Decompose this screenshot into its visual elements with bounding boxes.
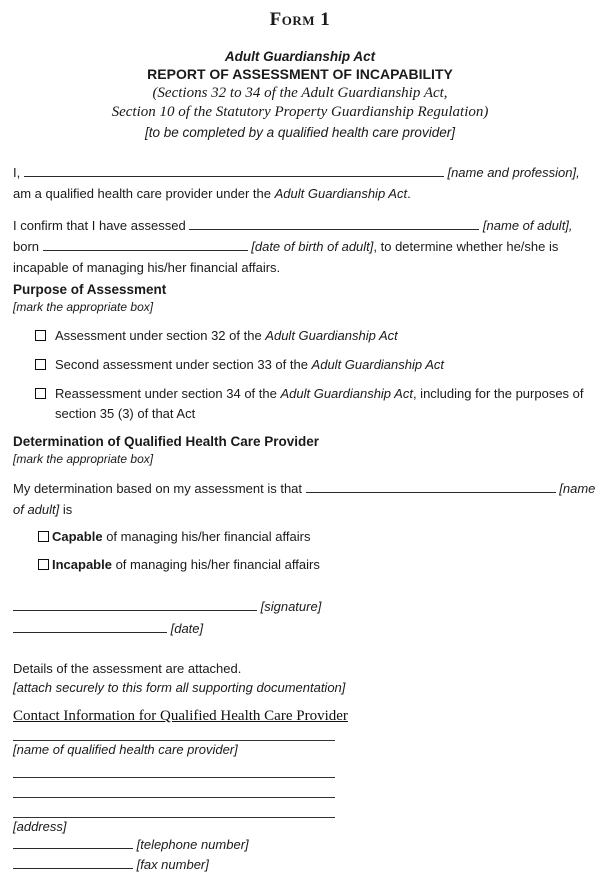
text-segment: [fax number] <box>133 857 209 872</box>
text-segment: [date] <box>167 621 204 636</box>
fill-blank-line[interactable] <box>24 163 444 177</box>
fill-blank-line[interactable] <box>13 855 133 869</box>
text-segment: , including for the purposes of <box>412 386 584 401</box>
purpose-option-label <box>55 355 444 375</box>
text-segment: Assessment under section 32 of the <box>55 328 266 343</box>
text-segment: of managing his/her financial affairs <box>111 557 320 572</box>
determination-option-label <box>52 527 310 547</box>
text-segment: of managing his/her financial affairs <box>102 529 311 544</box>
text-segment: Incapable <box>52 557 112 572</box>
determination-section <box>13 433 596 575</box>
text-segment: Adult Guardianship Act <box>274 186 408 201</box>
purpose-option-label <box>55 384 584 424</box>
determination-option-label <box>52 555 320 575</box>
purpose-heading: Purpose of Assessment <box>13 282 167 297</box>
capable-checkbox[interactable] <box>38 531 49 542</box>
contact-section <box>13 707 587 875</box>
determination-option-incapable <box>38 555 587 575</box>
text-segment: incapable of managing his/her financial affairs. <box>13 260 281 275</box>
telephone-row <box>13 835 587 855</box>
text-segment: am a qualified health care provider under the <box>13 186 275 201</box>
fax-row <box>13 855 587 875</box>
text-segment: is <box>59 502 73 517</box>
completed-by-note: [to be completed by a qualified health care provider] <box>145 125 455 140</box>
text-segment: [signature] <box>257 599 322 614</box>
fill-blank-line[interactable] <box>306 479 556 493</box>
confirmation-paragraph <box>13 215 587 278</box>
determination-option-capable <box>38 527 587 547</box>
text-segment: [telephone number] <box>133 837 249 852</box>
text-segment: . <box>407 186 411 201</box>
text-segment: Capable <box>52 529 103 544</box>
text-segment: [name of adult], <box>479 218 573 233</box>
determination-options <box>13 527 587 575</box>
purpose-options <box>13 326 587 424</box>
details-note-line2: [attach securely to this form all supporting documentation] <box>13 680 346 695</box>
text-segment: I confirm that I have assessed <box>13 218 190 233</box>
purpose-option-section-34 <box>35 384 587 424</box>
determination-hint: [mark the appropriate box] <box>13 452 154 466</box>
text-segment: Adult Guardianship Act <box>280 386 413 401</box>
sections-note-line2: Section 10 of the Statutory Property Guardianship Regulation) <box>111 104 489 120</box>
provider-name-label: [name of qualified health care provider] <box>13 742 238 757</box>
fill-blank-line[interactable] <box>13 619 167 633</box>
address-fill-line-1[interactable] <box>13 777 335 778</box>
text-segment: Reassessment under section 34 of the <box>55 386 281 401</box>
purpose-option-label <box>55 326 398 346</box>
determination-statement <box>13 478 596 520</box>
details-note <box>13 659 587 697</box>
purpose-option-section-33 <box>35 355 587 375</box>
incapable-checkbox[interactable] <box>38 559 49 570</box>
form-header <box>13 48 587 142</box>
text-segment: Adult Guardianship Act <box>311 357 445 372</box>
purpose-checkbox-section-33[interactable] <box>35 359 46 370</box>
address-label: [address] <box>13 819 67 834</box>
fill-blank-line[interactable] <box>13 597 257 611</box>
details-note-line1: Details of the assessment are attached. <box>13 661 242 676</box>
text-segment: , to determine whether he/she is <box>373 239 559 254</box>
text-segment: [name <box>555 481 596 496</box>
text-segment: My determination based on my assessment is that <box>13 481 306 496</box>
text-segment: born <box>13 239 43 254</box>
signature-block <box>13 596 587 640</box>
text-segment: Adult Guardianship Act <box>265 328 398 343</box>
report-title: REPORT OF ASSESSMENT OF INCAPABILITY <box>147 66 453 82</box>
text-segment: I, <box>13 165 24 180</box>
act-title: Adult Guardianship Act <box>224 49 376 64</box>
fill-blank-line[interactable] <box>13 835 133 849</box>
fill-blank-line[interactable] <box>189 216 479 230</box>
purpose-checkbox-section-34[interactable] <box>35 388 46 399</box>
contact-heading: Contact Information for Qualified Health Care Provider <box>13 708 348 724</box>
text-segment: [name and profession], <box>443 165 580 180</box>
determination-heading: Determination of Qualified Health Care Provider <box>13 434 320 449</box>
purpose-option-section-32 <box>35 326 587 346</box>
text-segment: section 35 (3) of that Act <box>55 406 196 421</box>
fill-blank-line[interactable] <box>43 237 248 251</box>
text-segment: of adult] <box>13 502 60 517</box>
purpose-section <box>13 281 587 424</box>
address-fill-line-2[interactable] <box>13 797 335 798</box>
purpose-hint: [mark the appropriate box] <box>13 300 154 314</box>
text-segment: Second assessment under section 33 of the <box>55 357 312 372</box>
text-segment: [date of birth of adult] <box>247 239 374 254</box>
purpose-checkbox-section-32[interactable] <box>35 330 46 341</box>
form-number-title: Form 1 <box>269 9 331 30</box>
sections-note-line1: (Sections 32 to 34 of the Adult Guardianship Act, <box>152 85 448 101</box>
intro-paragraph <box>13 162 587 204</box>
